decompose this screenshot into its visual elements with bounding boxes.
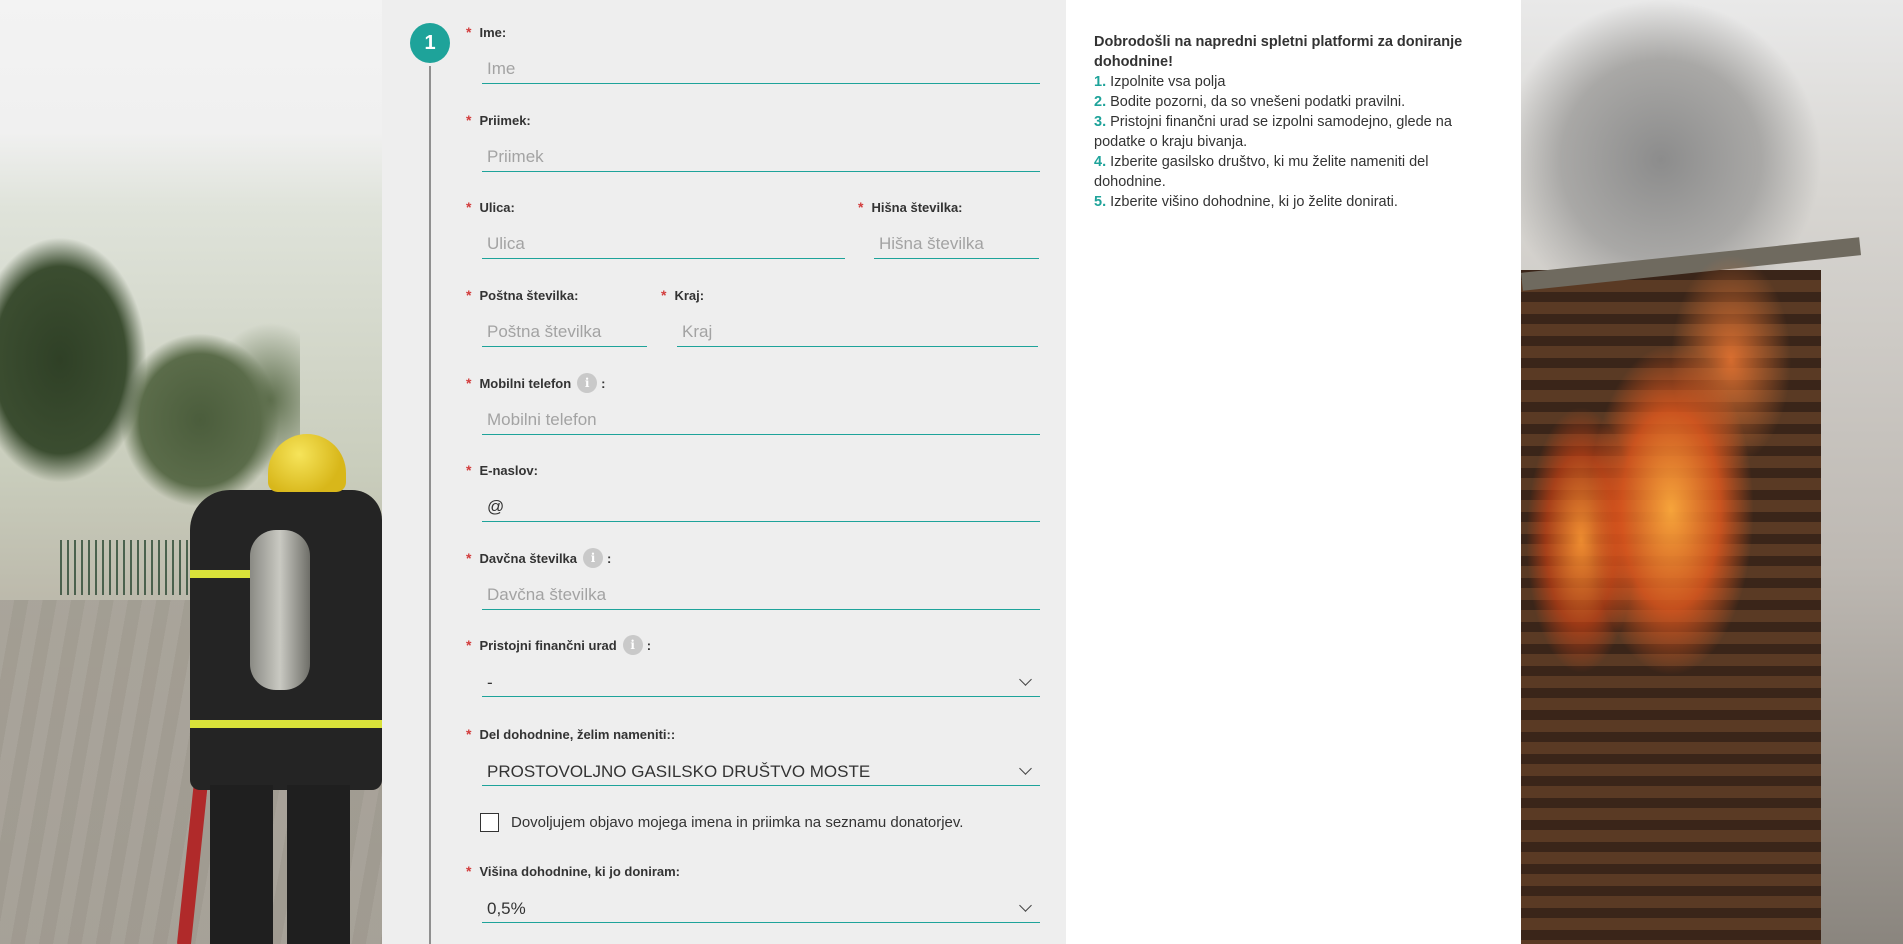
field-priimek [466,111,1040,172]
instruction-step [1094,72,1493,92]
required-marker: * [466,863,472,879]
step-badge: 1 [410,23,450,63]
ime-label: Ime: [479,24,507,40]
consent-label[interactable]: Dovoljujem objavo mojega imena in priimka na seznamu donatorjev. [511,814,964,831]
field-davcna-stevilka [466,549,1040,610]
required-marker: * [466,199,472,215]
field-mobilni-telefon [466,374,1040,435]
step-text: Bodite pozorni, da so vnešeni podatki pravilni. [1110,94,1406,110]
label-suffix: : [601,375,606,391]
firefighter-figure [150,430,382,944]
step-number: 5. [1094,194,1107,210]
postna-stevilka-input[interactable] [482,314,647,347]
financni-urad-select[interactable] [482,664,1040,697]
required-marker: * [466,24,472,40]
instructions-panel [1066,0,1521,944]
required-marker: * [466,112,472,128]
step-line [429,66,431,944]
consent-checkbox[interactable] [480,813,499,832]
field-ime [466,23,1040,84]
del-dohodnine-label: Del dohodnine, želim nameniti:: [479,726,676,742]
field-hisna-stevilka [858,198,1039,259]
step-text: Izpolnite vsa polja [1110,74,1226,90]
visina-dohodnine-label: Višina dohodnine, ki jo doniram: [479,863,681,879]
ulica-label: Ulica: [479,199,515,215]
field-kraj [661,286,1038,347]
instruction-step [1094,112,1493,152]
priimek-input[interactable] [482,139,1040,172]
e-naslov-input[interactable] [482,489,1040,522]
required-marker: * [858,199,864,215]
label-suffix: : [607,550,612,566]
instruction-step [1094,92,1493,112]
financni-urad-value: - [487,673,493,692]
step-number: 1. [1094,74,1107,90]
info-icon[interactable]: i [577,373,597,393]
required-marker: * [466,462,472,478]
mobilni-telefon-label: Mobilni telefon [479,375,572,391]
required-marker: * [466,550,472,566]
instruction-step [1094,192,1493,212]
required-marker: * [466,287,472,303]
background-photo-firefighter [0,0,382,944]
chevron-down-icon [1019,762,1032,775]
required-marker: * [466,375,472,391]
field-del-dohodnine [466,725,1040,786]
davcna-stevilka-input[interactable] [482,577,1040,610]
davcna-stevilka-label: Davčna številka [479,550,578,566]
required-marker: * [466,726,472,742]
step-number: 2. [1094,94,1107,110]
required-marker: * [466,637,472,653]
chevron-down-icon [1019,673,1032,686]
financni-urad-label: Pristojni finančni urad [479,637,617,653]
priimek-label: Priimek: [479,112,531,128]
consent-row [480,813,963,832]
ulica-input[interactable] [482,226,845,259]
e-naslov-label: E-naslov: [479,462,538,478]
step-text: Izberite višino dohodnine, ki jo želite donirati. [1110,194,1398,210]
field-financni-urad [466,636,1040,697]
step-number: 4. [1094,154,1107,170]
required-marker: * [661,287,667,303]
field-e-naslov [466,461,1040,522]
fire [1521,180,1841,800]
visina-dohodnine-select[interactable] [482,890,1040,923]
field-ulica [466,198,845,259]
del-dohodnine-value: PROSTOVOLJNO GASILSKO DRUŠTVO MOSTE [487,762,871,781]
postna-stevilka-label: Poštna številka: [479,287,579,303]
field-visina-dohodnine [466,862,1040,923]
del-dohodnine-select[interactable] [482,753,1040,786]
info-icon[interactable]: i [623,635,643,655]
welcome-heading: Dobrodošli na napredni spletni platformi za doniranje dohodnine! [1094,34,1463,70]
field-postna-stevilka [466,286,647,347]
label-suffix: : [646,637,652,653]
step-number: 3. [1094,114,1107,130]
kraj-label: Kraj: [674,287,705,303]
instruction-step [1094,152,1493,192]
visina-dohodnine-value: 0,5% [487,899,526,918]
ime-input[interactable] [482,51,1040,84]
hisna-stevilka-input[interactable] [874,226,1039,259]
hisna-stevilka-label: Hišna številka: [871,199,963,215]
chevron-down-icon [1019,899,1032,912]
info-icon[interactable]: i [583,548,603,568]
donation-form [382,0,1066,944]
background-photo-burning-house [1521,0,1903,944]
step-text: Izberite gasilsko društvo, ki mu želite nameniti del dohodnine. [1094,154,1429,190]
mobilni-telefon-input[interactable] [482,402,1040,435]
kraj-input[interactable] [677,314,1038,347]
step-text: Pristojni finančni urad se izpolni samodejno, glede na podatke o kraju bivanja. [1094,114,1452,150]
